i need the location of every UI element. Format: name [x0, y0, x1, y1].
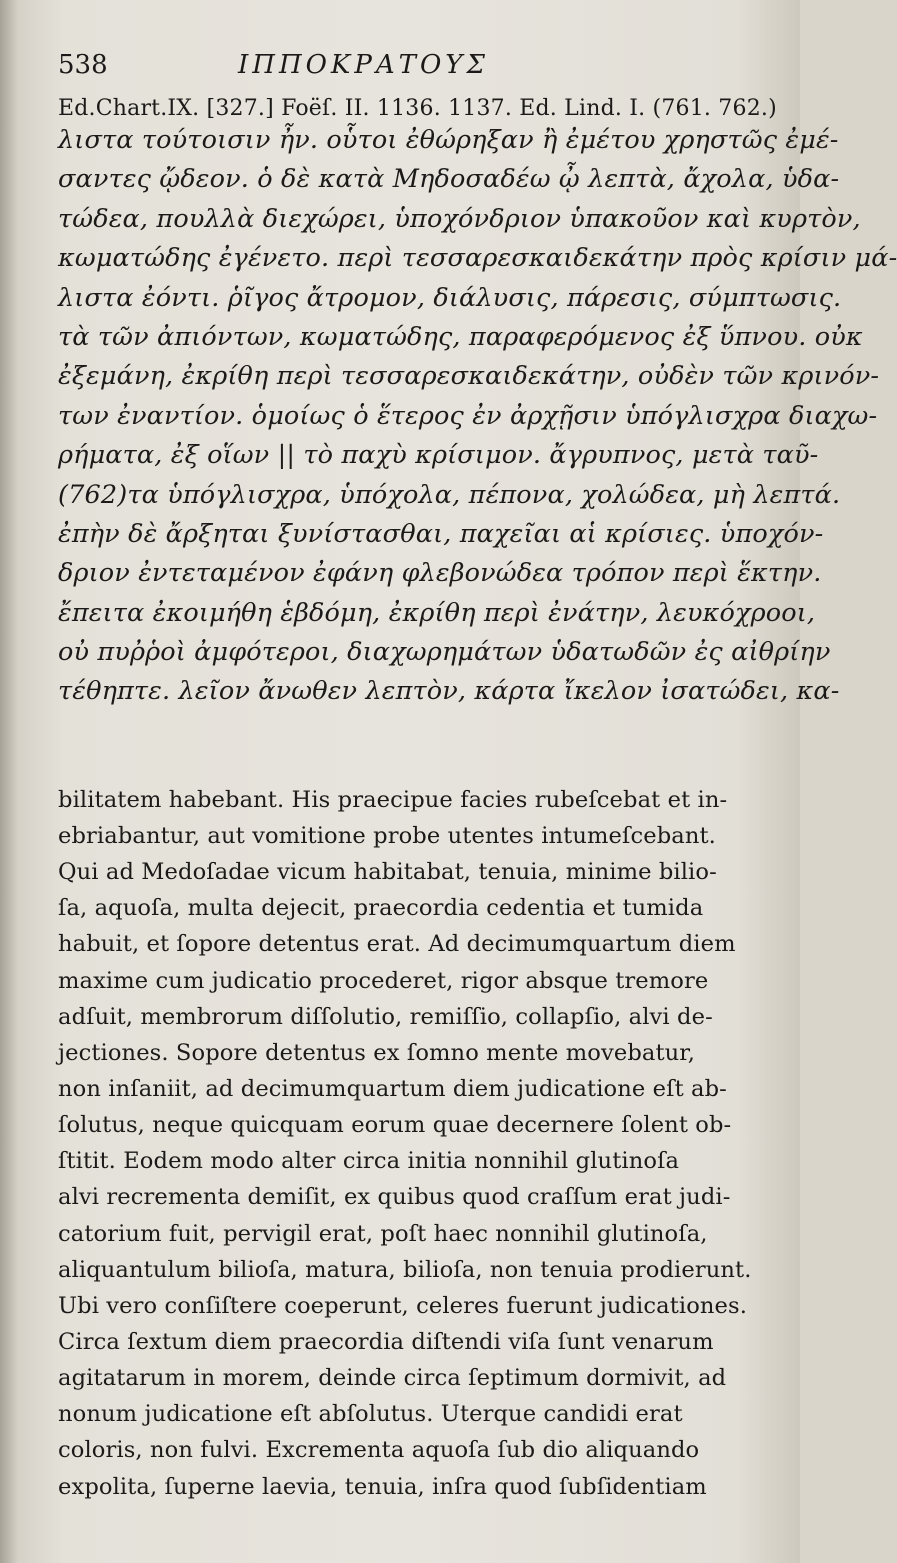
greek-line: ἐπὴν δὲ ἄρξηται ξυνίστασθαι, παχεῖαι αἱ κρίσιες. ὑποχόν-	[58, 518, 824, 549]
greek-line: τώδεα, πουλλὰ διεχώρει, ὑποχόνδριον ὑπακοῦον καὶ κυρτὸν,	[58, 203, 861, 234]
latin-line: ſa, aquoſa, multa dejecit, praecordia cedentia et tumida	[58, 895, 704, 922]
greek-line: ἐξεμάνη, ἐκρίθη περὶ τεσσαρεσκαιδεκάτην, οὐδὲν τῶν κρινόν-	[58, 361, 880, 392]
latin-line: habuit, et ſopore detentus erat. Ad decimumquartum diem	[58, 931, 736, 958]
greek-line: ἔπειτα ἐκοιμήθη ἑβδόμη, ἐκρίθη περὶ ἐνάτην, λευκόχροοι,	[58, 597, 816, 628]
greek-line: δριον ἐντεταμένον ἐφάνη φλεβονώδεα τρόπον περὶ ἕκτην.	[58, 558, 822, 589]
greek-line: λιστα τούτοισιν ἦν. οὗτοι ἐθώρηξαν ἢ ἐμέτου χρηστῶς ἐμέ-	[58, 125, 839, 155]
edition-reference: Ed.Chart.IX. [327.] Foëſ. II. 1136. 1137. Ed. Lind. I. (761. 762.)	[58, 96, 777, 121]
binding-shadow	[0, 0, 18, 1563]
latin-line: ſtitit. Eodem modo alter circa initia nonnihil glutinoſa	[58, 1148, 680, 1175]
latin-line: catorium fuit, pervigil erat, poſt haec nonnihil glutinoſa,	[58, 1220, 708, 1247]
latin-line: coloris, non fulvi. Excrementa aquoſa ſub dio aliquando	[58, 1437, 700, 1464]
latin-line: adſuit, membrorum diſſolutio, remiſſio, collapſio, alvi de-	[58, 1003, 713, 1030]
running-head: ΙΠΠΟΚΡΑΤΟΥΣ	[238, 50, 489, 80]
page-number: 538	[58, 50, 108, 80]
greek-line: κωματώδης ἐγένετο. περὶ τεσσαρεσκαιδεκάτην πρὸς κρίσιν μά-	[58, 243, 897, 274]
latin-line: nonum judicatione eſt abſolutus. Uterque candidi erat	[58, 1401, 683, 1428]
greek-line: ρήματα, ἐξ οἵων || τὸ παχὺ κρίσιμον. ἄγρυπνος, μετὰ ταῦ-	[58, 440, 819, 471]
latin-line: aliquantulum bilioſa, matura, bilioſa, non tenuia prodierunt.	[58, 1256, 752, 1283]
latin-line: Circa ſextum diem praecordia diſtendi viſa ſunt venarum	[58, 1328, 714, 1355]
latin-line: non inſaniit, ad decimumquartum diem judicatione eſt ab-	[58, 1075, 727, 1102]
latin-line: ebriabantur, aut vomitione probe utentes intumeſcebant.	[58, 823, 716, 849]
page-header	[58, 50, 748, 90]
greek-line: οὐ πυῤῥοὶ ἀμφότεροι, διαχωρημάτων ὑδατωδῶν ἐς αἰθρίην	[58, 637, 831, 668]
latin-line: Ubi vero conſiſtere coeperunt, celeres fuerunt judicationes.	[58, 1292, 747, 1319]
latin-line: maxime cum judicatio procederet, rigor absque tremore	[58, 967, 709, 994]
latin-line: bilitatem habebant. His praecipue facies rubeſcebat et in-	[58, 786, 728, 813]
latin-line: ſolutus, neque quicquam eorum quae decernere ſolent ob-	[58, 1112, 732, 1139]
greek-line: (762)τα ὑπόγλισχρα, ὑπόχολα, πέπονα, χολώδεα, μὴ λεπτά.	[58, 479, 841, 510]
latin-line: expolita, ſuperne laevia, tenuia, inſra quod ſubſidentiam	[58, 1473, 707, 1500]
latin-translation	[58, 782, 752, 1505]
greek-line: λιστα ἐόντι. ῥῖγος ἄτρομον, διάλυσις, πάρεσις, σύμπτωσις.	[58, 282, 842, 313]
latin-line: agitatarum in morem, deinde circa ſeptimum dormivit, ad	[58, 1365, 727, 1392]
greek-line: τὰ τῶν ἀπιόντων, κωματώδης, παραφερόμενος ἐξ ὕπνου. οὐκ	[58, 321, 863, 352]
greek-text	[58, 121, 897, 712]
latin-line: Qui ad Medoſadae vicum habitabat, tenuia, minime bilio-	[58, 859, 717, 886]
greek-line: των ἐναντίον. ὁμοίως ὁ ἕτερος ἐν ἀρχῇσιν ὑπόγλισχρα διαχω-	[58, 400, 878, 431]
latin-line: alvi recrementa demiſit, ex quibus quod craſſum erat judi-	[58, 1184, 731, 1211]
greek-line: τέθηπτε. λεῖον ἄνωθεν λεπτὸν, κάρτα ἴκελον ἰσατώδει, κα-	[58, 676, 840, 707]
greek-line: σαντες ᾤδεον. ὁ δὲ κατὰ Μηδοσαδέω ᾦ λεπτὰ, ἄχολα, ὑδα-	[58, 164, 840, 195]
latin-line: jectiones. Sopore detentus ex ſomno mente movebatur,	[58, 1039, 695, 1066]
